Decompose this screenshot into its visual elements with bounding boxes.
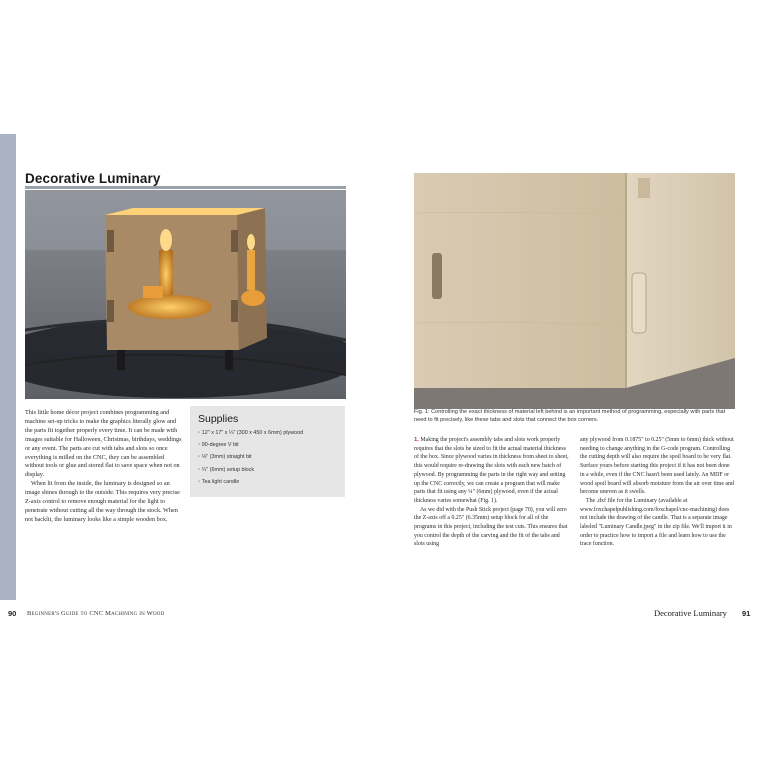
intro-text	[25, 409, 183, 525]
luminary-photo	[25, 190, 346, 399]
supplies-box	[190, 406, 345, 497]
supply-item: ◦ Tea light candle	[198, 476, 345, 488]
intro-paragraph: When lit from the inside, the luminary is designed so an image shines through to the outside. This requires very precise Z-axis control to remove enough material for the light to penetrate without cutting all the way through the stock. When not backlit, the luminary looks like a simple wooden box.	[25, 480, 180, 523]
body-column-right	[580, 436, 735, 549]
running-title-right: Decorative Luminary	[654, 608, 727, 618]
page-number-left: 90	[8, 609, 17, 618]
supply-item: ◦ 12" x 17" x ¼" (300 x 450 x 6mm) plywood	[198, 427, 345, 439]
body-paragraph	[414, 436, 569, 506]
page-number-right: 91	[742, 609, 751, 618]
body-column-left	[414, 436, 569, 549]
body-paragraph: As we did with the Push Stick project (page 70), you will zero the Z-axis off a 0.25" (6.35mm) setup block for all of the programs in this project, including the test cuts. This ensures that you control the depth of the carving and the fit of the tabs and slots using	[414, 506, 568, 548]
supplies-list	[190, 427, 345, 488]
supplies-heading: Supplies	[198, 413, 239, 425]
supply-item: ◦ ⅛" (3mm) straight bit	[198, 451, 345, 463]
intro-paragraph: This little home décor project combines programming and machine set-up tricks to make the graphics literally glow and the parts fit together properly every time. It can be made with images suitable for Halloween, Christmas, birthdays, weddings or any event. The parts are cut with tabs and slots so once everything is milled on the CNC, they can be assembled without tools or glue and stored flat to save space when not on display.	[25, 409, 182, 479]
running-title-left: Beginner's Guide to CNC Machining in Wood	[27, 610, 165, 617]
title-rule	[25, 186, 346, 189]
supply-item: ◦ 90-degree V bit	[198, 439, 345, 451]
supply-item: ◦ ¼" (6mm) setup block	[198, 464, 345, 476]
body-paragraph-text: Making the project's assembly tabs and slots work properly requires that the slots be sized to fit the actual material thickness of the box. Since plywood varies in thickness from sheet to sheet, this would require re-drawing the slots with each new batch of plywood. By programming the parts in the right way and setting up the CNC correctly, we can create a program that will make parts that fit using any ¼" (6mm) plywood, even if the actual thickness varies somewhat (Fig. 1).	[414, 437, 569, 504]
box-corner-photo	[414, 173, 735, 409]
body-paragraph: any plywood from 0.1875" to 0.25" (5mm to 6mm) thick without needing to change anything in the G-code program. Controlling the cutting depth will also require the spoil board to be very flat. Surface yours before starting this project if it has not been done in a while, even if the CNC hasn't been used lately. An MDF or wood spoil board will absorb moisture from the air over time and become uneven as it swells.	[580, 437, 734, 496]
figure-caption: Fig. 1: Controlling the exact thickness of material left behind is an important method of programming, especially with parts that need to fit precisely, like these tabs and slots that connect the box corners.	[414, 409, 726, 423]
body-paragraph: The .dxf file for the Luminary (available at www.foxchapelpublishing.com/foxchapel/cnc-machining) does not include the drawing of the candle. That is a separate image labeled "Luminary Candle.jpeg" in the zip file. We'll import it in order to practice how to import a file and learn how to use the trace function.	[580, 497, 732, 548]
step-marker: 1.	[414, 437, 419, 443]
page-title: Decorative Luminary	[25, 171, 161, 186]
page-edge-tab	[0, 134, 16, 600]
